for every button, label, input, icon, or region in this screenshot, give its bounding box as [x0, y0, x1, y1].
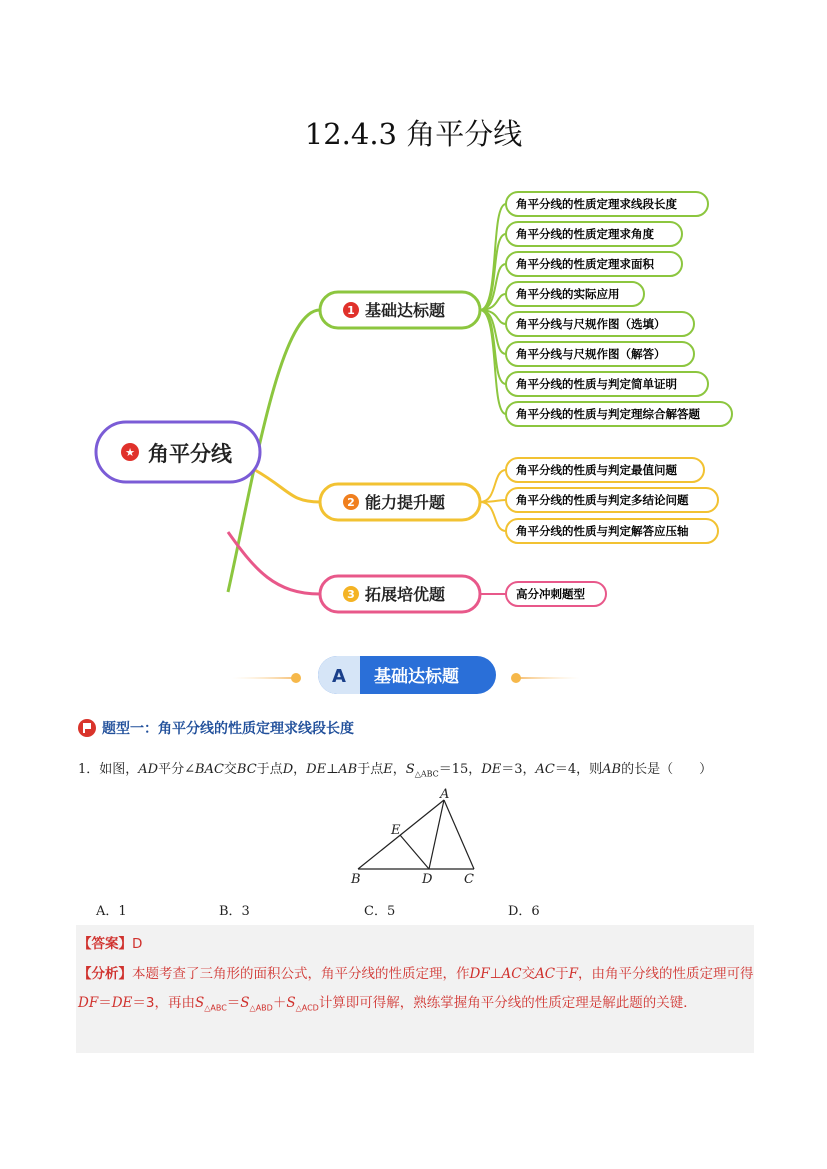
- leaf-label: 角平分线的性质定理求线段长度: [516, 197, 677, 211]
- option-d: D．6: [508, 904, 540, 919]
- branch-label: 能力提升题: [365, 493, 446, 512]
- leaf-label: 角平分线的性质与判定理综合解答题: [516, 407, 700, 421]
- label-E: E: [391, 823, 401, 838]
- dot-icon: [511, 673, 521, 683]
- leaf-label: 角平分线的性质与判定最值问题: [516, 463, 677, 477]
- leaf-group-2: [506, 458, 718, 543]
- branch-node-1: [320, 292, 480, 328]
- topic-heading: 题型一：角平分线的性质定理求线段长度: [78, 718, 354, 738]
- svg-text:1: 1: [347, 304, 355, 317]
- branch-node-3: [320, 576, 480, 612]
- root-label: 角平分线: [148, 442, 232, 466]
- label-D: D: [422, 872, 433, 886]
- label-A: A: [440, 787, 450, 802]
- root-node: [96, 422, 260, 482]
- leaf-label: 角平分线的性质与判定多结论问题: [516, 493, 689, 507]
- section-banner: [0, 652, 827, 698]
- option-b: B．3: [219, 904, 250, 919]
- leaf-label: 角平分线的性质与判定解答应压轴: [516, 524, 689, 538]
- branch-label: 拓展培优题: [365, 585, 446, 604]
- branch-node-2: [320, 484, 480, 520]
- label-C: C: [464, 872, 474, 886]
- connector-branch-3: [228, 532, 320, 594]
- connector-branch-2: [255, 470, 320, 502]
- svg-text:2: 2: [347, 496, 355, 509]
- leaf-connectors-2: [480, 470, 506, 531]
- leaf-group-3: [506, 582, 606, 606]
- leaf-label: 角平分线与尺规作图（选填）: [516, 317, 666, 331]
- label-B: B: [351, 872, 361, 886]
- answer-line: 【答案】D: [78, 936, 143, 952]
- leaf-label: 高分冲刺题型: [516, 587, 585, 601]
- flag-icon: [78, 719, 96, 737]
- svg-text:★: ★: [125, 446, 135, 459]
- leaf-label: 角平分线的性质定理求角度: [516, 227, 654, 241]
- triangle-figure: [348, 786, 488, 886]
- option-c: C．5: [364, 904, 396, 919]
- page-title: 12.4.3 角平分线: [304, 117, 523, 151]
- leaf-connectors-1: [480, 204, 506, 414]
- leaf-label: 角平分线的性质与判定简单证明: [516, 377, 677, 391]
- option-a: A．1: [96, 904, 127, 919]
- branch-label: 基础达标题: [365, 301, 446, 320]
- banner-label: 基础达标题: [374, 667, 459, 687]
- leaf-label: 角平分线的性质定理求面积: [516, 257, 654, 271]
- dot-icon: [291, 673, 301, 683]
- banner-letter: A: [332, 666, 346, 687]
- leaf-group-1: [506, 192, 732, 426]
- leaf-label: 角平分线的实际应用: [516, 287, 620, 301]
- leaf-label: 角平分线与尺规作图（解答）: [516, 347, 666, 361]
- mind-map: [0, 170, 827, 620]
- analysis-text: 【分析】本题考查了三角形的面积公式，角平分线的性质定理，作DF⊥AC交AC于F，由角平分线的性质定理可得DF＝DE＝3，再由$S_{\triangle ABC}=S_{\triangle ABD}+S_{\triangle ACD}$计算即可得解，熟练掌握角平分线的性质定理是解此题的关键．: [78, 966, 754, 1013]
- question-text: 1．如图，AD平分∠BAC交BC于点D，DE⊥AB于点E，$S_{\triangle ABC}=15$，DE＝3，AC＝4，则AB的长是（ ）: [78, 762, 713, 779]
- svg-text:3: 3: [347, 588, 355, 601]
